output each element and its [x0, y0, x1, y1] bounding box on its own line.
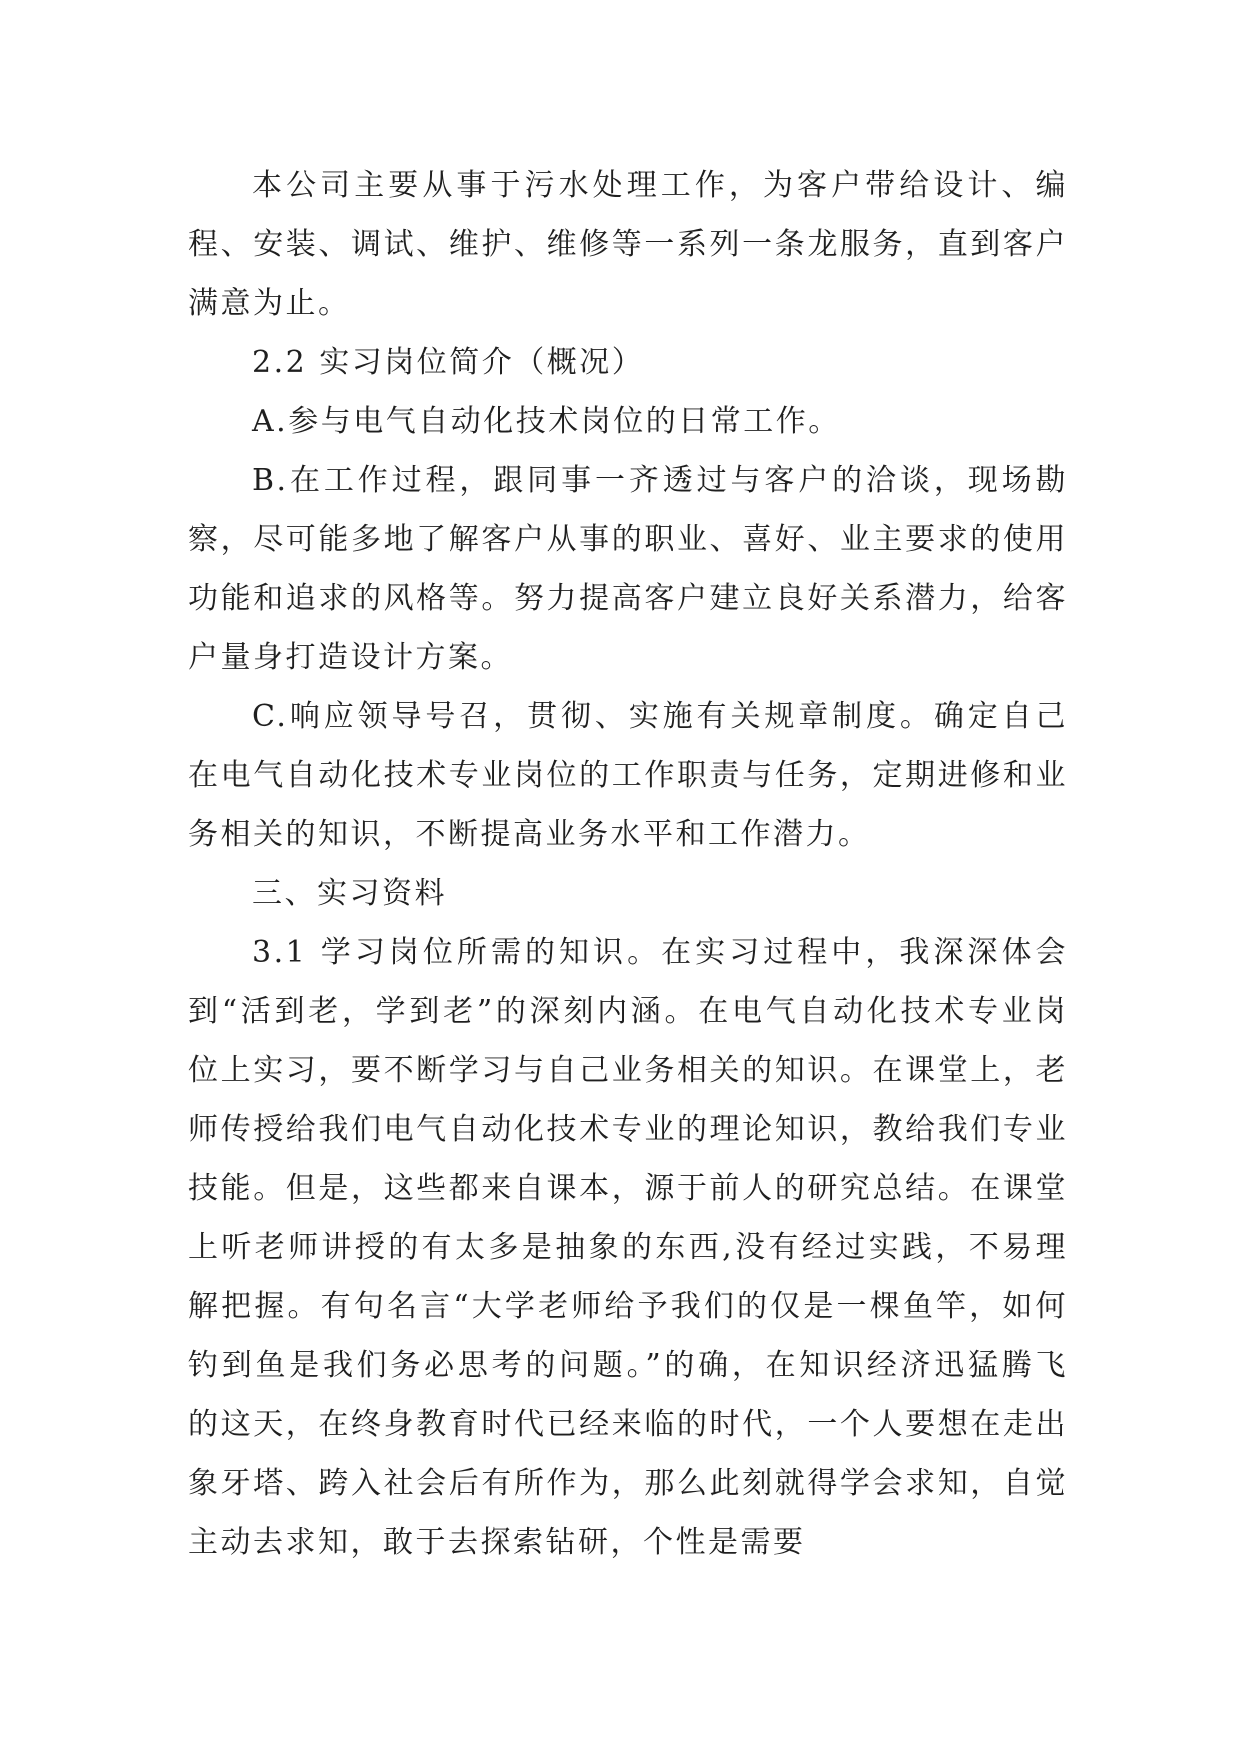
document-body — [188, 156, 1068, 1572]
section-heading-3: 三、实习资料 — [252, 876, 447, 911]
paragraph-item-c: C.响应领导号召，贯彻、实施有关规章制度。确定自己在电气自动化技术专业岗位的工作职责与任务，定期进修和业务相关的知识，不断提高业务水平和工作潜力。 — [188, 699, 1068, 852]
paragraph-item-a: A.参与电气自动化技术岗位的日常工作。 — [252, 404, 841, 439]
paragraph-3-1: 3.1 学习岗位所需的知识。在实习过程中，我深深体会到“活到老，学到老”的深刻内涵。在电气自动化技术专业岗位上实习，要不断学习与自己业务相关的知识。在课堂上，老师传授给我们电气自动化技术专业的理论知识，教给我们专业技能。但是，这些都来自课本，源于前人的研究总结。在课堂上听老师讲授的有太多是抽象的东西,没有经过实践，不易理解把握。有句名言“大学老师给予我们的仅是一棵鱼竿，如何钓到鱼是我们务必思考的问题。”的确，在知识经济迅猛腾飞的这天，在终身教育时代已经来临的时代，一个人要想在走出象牙塔、跨入社会后有所作为，那么此刻就得学会求知，自觉主动去求知，敢于去探索钻研，个性是需要 — [188, 935, 1068, 1560]
paragraph-item-b: B.在工作过程，跟同事一齐透过与客户的洽谈，现场勘察，尽可能多地了解客户从事的职业、喜好、业主要求的使用功能和追求的风格等。努力提高客户建立良好关系潜力，给客户量身打造设计方案。 — [188, 463, 1068, 675]
paragraph-company-intro: 本公司主要从事于污水处理工作，为客户带给设计、编程、安装、调试、维护、维修等一系列一条龙服务，直到客户满意为止。 — [188, 168, 1068, 321]
section-heading-2-2: 2.2 实习岗位简介（概况） — [252, 345, 645, 380]
